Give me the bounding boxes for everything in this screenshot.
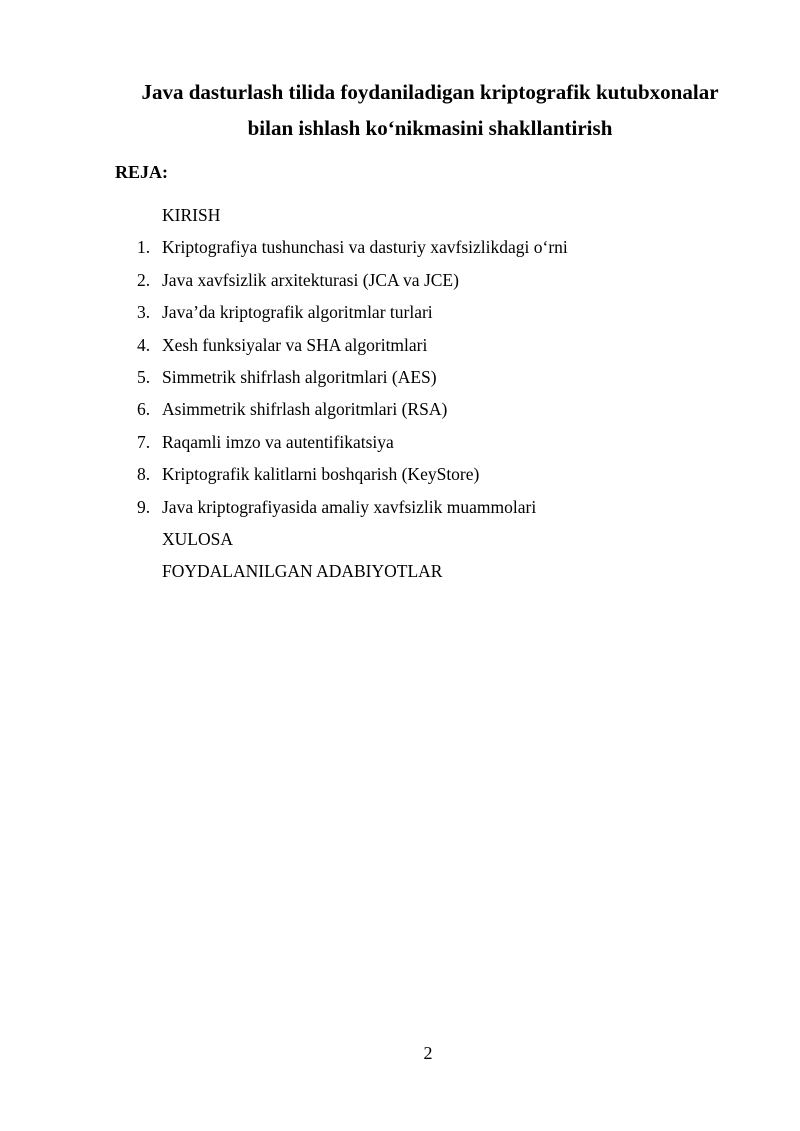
toc-intro-text: KIRISH xyxy=(162,205,221,225)
toc-conclusion xyxy=(115,527,735,559)
page-number: 2 xyxy=(423,1043,433,1063)
toc-item xyxy=(115,365,735,397)
toc-item-text: Java xavfsizlik arxitekturasi (JCA va JCE) xyxy=(162,269,459,290)
toc-item-text: Java kriptografiyasida amaliy xavfsizlik muammolari xyxy=(162,496,537,517)
toc-item-number: 8. xyxy=(137,464,151,485)
toc-item-number: 4. xyxy=(137,334,151,355)
toc-references xyxy=(115,559,735,591)
toc-item xyxy=(115,268,735,300)
toc-item-text: Java’da kriptografik algoritmlar turlari xyxy=(162,302,433,323)
toc-item-number: 6. xyxy=(137,399,151,420)
plan-heading: REJA: xyxy=(115,162,168,182)
title-line-2: bilan ishlash ko‘nikmasini shakllantirish xyxy=(247,116,613,140)
title-line-1: Java dasturlash tilida foydaniladigan kriptografik kutubxonalar xyxy=(141,80,719,104)
toc-item xyxy=(115,430,735,462)
toc-item-text: Kriptografik kalitlarni boshqarish (KeyStore) xyxy=(162,464,480,485)
toc-item xyxy=(115,462,735,494)
toc-item xyxy=(115,333,735,365)
toc-item xyxy=(115,300,735,332)
table-of-contents xyxy=(115,203,735,592)
toc-item-text: Kriptografiya tushunchasi va dasturiy xavfsizlikdagi o‘rni xyxy=(162,237,568,258)
toc-item-text: Raqamli imzo va autentifikatsiya xyxy=(162,431,394,452)
toc-item-number: 5. xyxy=(137,366,151,387)
toc-references-text: FOYDALANILGAN ADABIYOTLAR xyxy=(162,561,443,582)
toc-item-number: 9. xyxy=(137,496,151,517)
toc-item xyxy=(115,397,735,429)
toc-item xyxy=(115,235,735,267)
toc-intro xyxy=(115,203,735,235)
toc-item-text: Xesh funksiyalar va SHA algoritmlari xyxy=(162,334,428,355)
toc-item-text: Asimmetrik shifrlash algoritmlari (RSA) xyxy=(162,399,448,420)
document-title xyxy=(100,74,760,146)
toc-item-number: 7. xyxy=(137,431,151,452)
toc-item xyxy=(115,495,735,527)
toc-item-number: 2. xyxy=(137,269,151,290)
toc-item-number: 3. xyxy=(137,302,151,323)
toc-conclusion-text: XULOSA xyxy=(162,528,233,549)
toc-item-text: Simmetrik shifrlash algoritmlari (AES) xyxy=(162,366,437,387)
toc-item-number: 1. xyxy=(137,237,151,258)
